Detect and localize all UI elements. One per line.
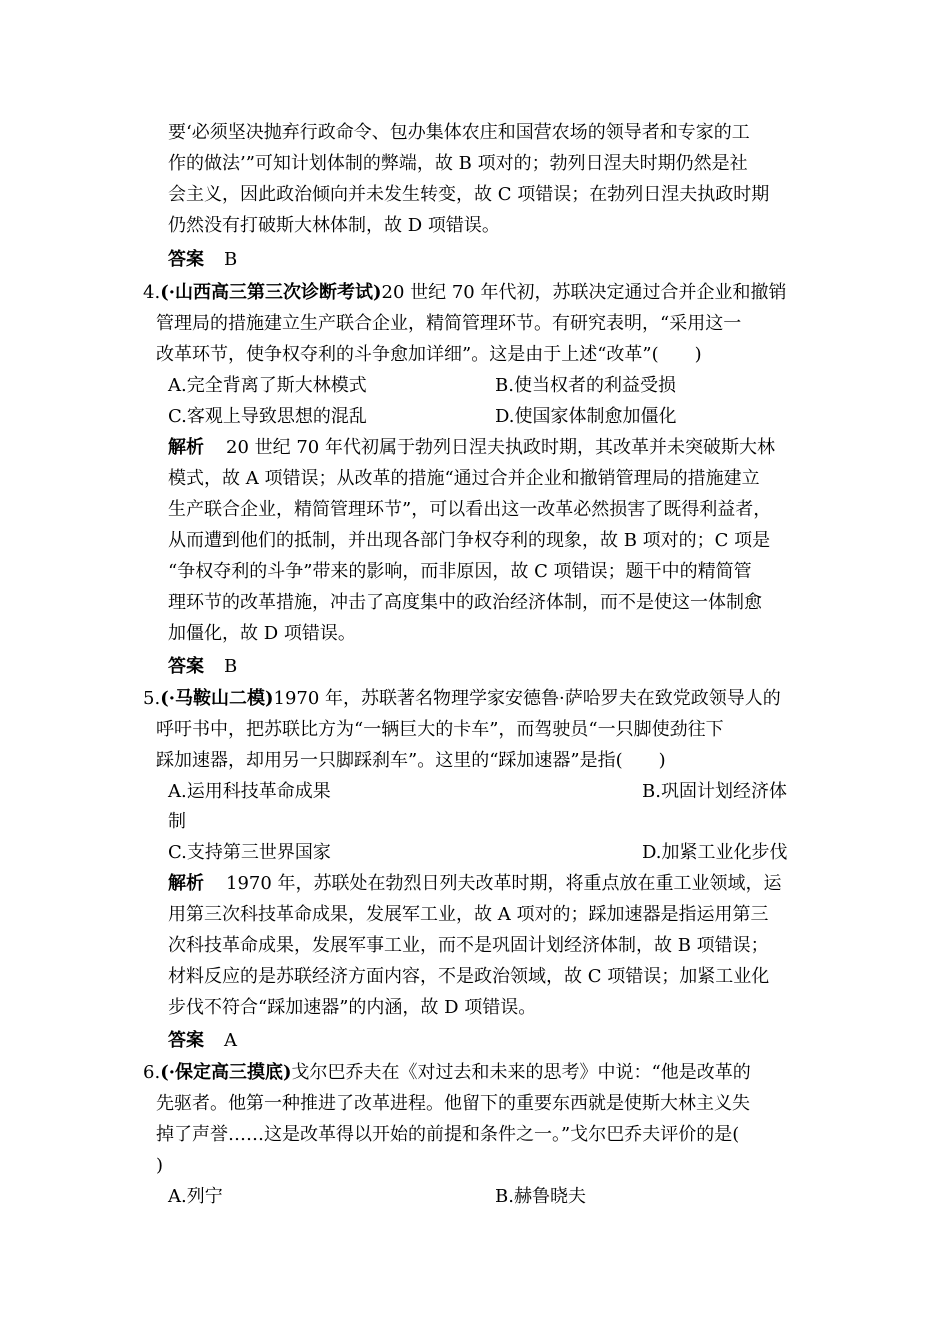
question-number: 6. bbox=[143, 1062, 161, 1083]
q6-stem-line: 掉了声誉……这是改革得以开始的前提和条件之一。”戈尔巴乔夫评价的是( bbox=[156, 1124, 740, 1145]
q4-explanation-line: 加僵化，故 D 项错误。 bbox=[168, 623, 356, 644]
answer-label: 答案 bbox=[168, 1030, 204, 1051]
q4-option-a: A.完全背离了斯大林模式 bbox=[168, 375, 367, 396]
q5-stem-line: 5.(·马鞍山二模)1970 年，苏联著名物理学家安德鲁·萨哈罗夫在致党政领导人的 bbox=[143, 688, 781, 709]
answer-label: 答案 bbox=[168, 656, 204, 677]
q4-explanation-line: 理环节的改革措施，冲击了高度集中的政治经济体制，而不是使这一体制愈 bbox=[168, 592, 762, 613]
q4-option-c: C.客观上导致思想的混乱 bbox=[168, 406, 367, 427]
question-source: (·山西高三第三次诊断考试) bbox=[160, 282, 382, 303]
q5-option-d: D.加紧工业化步伐 bbox=[642, 842, 788, 863]
q5-stem-line: 踩加速器，却用另一只脚踩刹车”。这里的“踩加速器”是指( ) bbox=[156, 750, 666, 771]
q4-option-d: D.使国家体制愈加僵化 bbox=[495, 406, 677, 427]
q3-explanation-line: 要‘必须坚决抛弃行政命令、包办集体农庄和国营农场的领导者和专家的工 bbox=[168, 122, 750, 143]
q4-explanation-line: 模式，故 A 项错误；从改革的措施“通过合并企业和撤销管理局的措施建立 bbox=[168, 468, 760, 489]
q4-option-b: B.使当权者的利益受损 bbox=[495, 375, 676, 396]
q4-explanation-line: 解析 20 世纪 70 年代初属于勃列日涅夫执政时期，其改革并未突破斯大林 bbox=[168, 437, 775, 458]
answer-value: B bbox=[224, 656, 238, 677]
question-number: 4. bbox=[143, 282, 161, 303]
answer-label: 答案 bbox=[168, 249, 204, 270]
q5-option-c: C.支持第三世界国家 bbox=[168, 842, 331, 863]
question-number: 5. bbox=[143, 688, 161, 709]
q5-option-b-wrap: 制 bbox=[168, 811, 186, 832]
q3-explanation-line: 作的做法’”可知计划体制的弊端，故 B 项对的；勃列日涅夫时期仍然是社 bbox=[168, 153, 748, 174]
q5-answer bbox=[168, 1026, 237, 1056]
question-source: (·保定高三摸底) bbox=[160, 1062, 292, 1083]
q5-option-a: A.运用科技革命成果 bbox=[168, 781, 331, 802]
q4-explanation-line: 从而遭到他们的抵制，并出现各部门争权夺利的现象，故 B 项对的；C 项是 bbox=[168, 530, 771, 551]
q3-answer bbox=[168, 245, 237, 275]
q6-stem-line: ) bbox=[156, 1155, 164, 1176]
q6-stem-line: 6.(·保定高三摸底)戈尔巴乔夫在《对过去和未来的思考》中说：“他是改革的 bbox=[143, 1062, 751, 1083]
explanation-label: 解析 bbox=[168, 873, 204, 894]
q5-explanation-line: 材料反应的是苏联经济方面内容，不是政治领域，故 C 项错误；加紧工业化 bbox=[168, 966, 770, 987]
explanation-label: 解析 bbox=[168, 437, 204, 458]
q6-stem-line: 先驱者。他第一种推进了改革进程。他留下的重要东西就是使斯大林主义失 bbox=[156, 1093, 750, 1114]
q6-option-a: A.列宁 bbox=[168, 1186, 223, 1207]
question-source: (·马鞍山二模) bbox=[160, 688, 274, 709]
q3-explanation-line: 会主义，因此政治倾向并未发生转变，故 C 项错误；在勃列日涅夫执政时期 bbox=[168, 184, 770, 205]
answer-value: B bbox=[224, 249, 238, 270]
q4-stem-line: 4.(·山西高三第三次诊断考试)20 世纪 70 年代初，苏联决定通过合并企业和撤销 bbox=[143, 282, 787, 303]
q4-stem-line: 改革环节，使争权夺利的斗争愈加详细”。这是由于上述“改革”( ) bbox=[156, 344, 702, 365]
q3-explanation-line: 仍然没有打破斯大林体制，故 D 项错误。 bbox=[168, 215, 500, 236]
q4-stem-line: 管理局的措施建立生产联合企业，精简管理环节。有研究表明，“采用这一 bbox=[156, 313, 742, 334]
q4-explanation-line: “争权夺利的斗争”带来的影响，而非原因，故 C 项错误；题干中的精简管 bbox=[168, 561, 752, 582]
q5-explanation-line: 用第三次科技革命成果，发展军工业，故 A 项对的；踩加速器是指运用第三 bbox=[168, 904, 769, 925]
q5-option-b: B.巩固计划经济体 bbox=[642, 781, 787, 802]
q4-explanation-line: 生产联合企业，精简管理环节”，可以看出这一改革必然损害了既得利益者， bbox=[168, 499, 772, 520]
q6-option-b: B.赫鲁晓夫 bbox=[495, 1186, 586, 1207]
q4-answer bbox=[168, 652, 237, 682]
q5-explanation-line: 步伐不符合“踩加速器”的内涵，故 D 项错误。 bbox=[168, 997, 537, 1018]
q5-stem-line: 呼吁书中，把苏联比方为“一辆巨大的卡车”，而驾驶员“一只脚使劲往下 bbox=[156, 719, 724, 740]
answer-value: A bbox=[224, 1030, 237, 1051]
q5-explanation-line: 次科技革命成果，发展军事工业，而不是巩固计划经济体制，故 B 项错误； bbox=[168, 935, 769, 956]
q5-explanation-line: 解析 1970 年，苏联处在勃烈日列夫改革时期，将重点放在重工业领域，运 bbox=[168, 873, 782, 894]
